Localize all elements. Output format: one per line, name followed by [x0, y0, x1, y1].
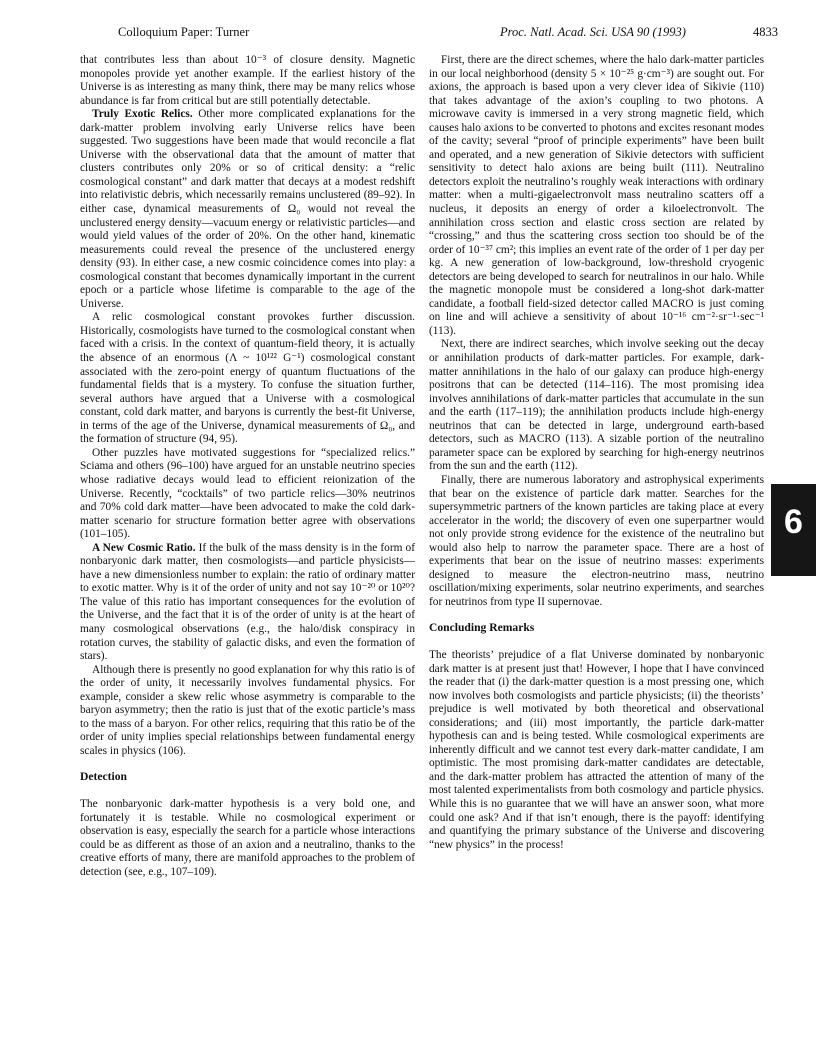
- left-column: [80, 54, 415, 879]
- exotic-relics-body: Other more complicated explanations for the dark-matter problem involving early Universe relics have been suggested. Two suggestions have been made that would reconcile a flat Universe with the observational data that the amount of matter that clusters contributes only 20% or so of critical density: a “relic cosmological constant” and dark matter that decays at a modest redshift into relativistic debris, which necessarily remains unclustered (89–92). In either case, dynamical measurements of Ω₀ would not reveal the unclustered energy density—vacuum energy or relativistic particles—and would yield values of the order of 20%. On the other hand, kinematic measurements could reveal the presence of the unclustered energy density (93). In either case, a new cosmic coincidence comes into play: a cosmological constant that becomes dynamically important in the current epoch or a particle whose lifetime is comparable to the age of the Universe.: [80, 108, 415, 310]
- page-header: [118, 25, 778, 45]
- paragraph-concluding: The theorists’ prejudice of a flat Universe dominated by nonbaryonic dark matter is at present just that! However, I hope that I have convinced the reader that (i) the dark-matter question is a most pressing one, which now involves both cosmologists and particle physicists; (ii) the theorists’ prejudice is well motivated by both theoretical and observational considerations; and (iii) most importantly, the particle dark-matter hypothesis can and is being tested. While cosmological experiments are inherently difficult and we cannot test every dark-matter candidate, I am optimistic. The most promising dark-matter candidates are detectable, and the dark-matter problem has attracted the attention of many of the most talented experimentalists from both cosmology and particle physics. While this is no guarantee that we will have an answer soon, what more could one ask? And if that isn’t enough, there is the payoff: identifying and quantifying the primary substance of the Universe and discovering “new physics” in the process!: [429, 648, 764, 851]
- page-number: 4833: [753, 25, 778, 39]
- paragraph-although: Although there is presently no good explanation for why this ratio is of the order of unity, it necessarily involves fundamental physics. For example, consider a skew relic whose asymmetry is comparable to the baryon asymmetry; then the ratio is just that of the exotic particle’s mass to the mass of a baryon. For other relics, requiring that this ratio be of the order of unity implies special relationships between fundamental energy scales in physics (106).: [80, 663, 415, 757]
- journal-citation: Proc. Natl. Acad. Sci. USA 90 (1993): [500, 25, 686, 39]
- paragraph-laboratory-experiments: Finally, there are numerous laboratory and astrophysical experiments that bear on the existence of particle dark matter. Searches for the supersymmetric partners of the known particles are taking place at every accelerator in the world; the discovery of even one superpartner would not only provide strong evidence for the existence of the neutralino but would also help to narrow the parameter space. There are a host of experiments that bear on the issue of neutrino masses: experiments designed to measure the electron-neutrino mass, neutrino oscillation/mixing experiments, solar neutrino experiments, and searches for neutrinos from type II supernovae.: [429, 473, 764, 608]
- cosmic-ratio-body: If the bulk of the mass density is in the form of nonbaryonic dark matter, then cosmologists—and particle physicists—have a new dimensionless number to explain: the ratio of ordinary matter to exotic matter. Why is it of the order of unity and not say 10⁻²⁰ or 10²⁰? The value of this ratio has important consequences for the evolution of the Universe, and the fact that it is of the order of unity is at the heart of many cosmological observations (e.g., the halo/disk conspiracy in rotation curves, the stability of galactic disks, and even the formation of stars).: [80, 541, 415, 663]
- paragraph-detection: The nonbaryonic dark-matter hypothesis is a very bold one, and fortunately it is testable. While no cosmological experiment or observation is easy, especially the search for a particle whose interactions could be as different as those of an axion and a neutralino, thanks to the creative efforts of many, there are manifold approaches to the problem of detection (see, e.g., 107–109).: [80, 797, 415, 878]
- paragraph-cosmic-ratio: [80, 542, 415, 664]
- running-title: Colloquium Paper: Turner: [118, 25, 250, 39]
- paragraph-intro: that contributes less than about 10⁻³ of closure density. Magnetic monopoles provide yet another example. If the earliest history of the Universe is as interesting as many think, there may be many relics whose abundance is far from critical but are still potentially detectable.: [80, 54, 415, 107]
- right-column: [429, 54, 764, 852]
- paragraph-indirect-searches: Next, there are indirect searches, which involve seeking out the decay or annihilation products of dark-matter particles. For example, dark-matter annihilations in the halo of our galaxy can produce high-energy positrons that can be detected (114–116). The most promising idea involves annihilations of dark-matter particles that accumulate in the sun and the earth (117–119); the annihilation products include high-energy neutrinos that can be detected in large, underground earth-based detectors, such as MACRO (113). A sizable portion of the neutralino parameter space can be explored by searching for high-energy neutrinos from the sun and the earth (112).: [429, 338, 764, 473]
- section-heading-detection: Detection: [80, 770, 127, 784]
- paragraph-relic-constant: A relic cosmological constant provokes further discussion. Historically, cosmologists have turned to the cosmological constant when faced with a crisis. In the context of quantum-field theory, it is actually the absence of an enormous (Λ ~ 10¹²² G⁻¹) cosmological constant associated with the zero-point energy of quantum fluctuations of the fundamental fields that is a mystery. To confuse the situation further, several authors have argued that a Universe with a cosmological constant, cold dark matter, and baryons is currently the best-fit Universe, in terms of the age of the Universe, dynamical measurements of Ω₀, and the formation of structure (94, 95).: [80, 311, 415, 446]
- section-heading-concluding-remarks: Concluding Remarks: [429, 621, 535, 635]
- runin-heading-exotic-relics: Truly Exotic Relics.: [92, 108, 193, 121]
- runin-heading-cosmic-ratio: A New Cosmic Ratio.: [92, 541, 196, 554]
- paragraph-exotic-relics: [80, 108, 415, 311]
- section-tab-number: 6: [784, 503, 803, 541]
- paragraph-direct-schemes: First, there are the direct schemes, where the halo dark-matter particles in our local neighborhood (density 5 × 10⁻²⁵ g·cm⁻³) are sought out. For axions, the approach is based upon a very clever idea of Sikivie (110) that takes advantage of the axion’s coupling to two photons. A microwave cavity is immersed in a very strong magnetic field, which causes halo axions to be converted to photons and excites resonant modes of the cavity; several “proof of principle experiments” have been built and operated, and a new generation of Sikivie detectors with sufficient sensitivity to detect halo axions are being built (111). Neutralino detectors exploit the neutralino’s roughly weak interactions with ordinary matter: when a multi-gigaelectronvolt mass neutralino scatters off a nucleus, it deposits an energy of order a kiloelectronvolt. The annihilation cross section and elastic cross section are related by “crossing,” and thus the scattering cross section too should be of the order of 10⁻³⁷ cm²; this implies an event rate of the order of 1 per day per kg. A new generation of low-background, low-threshold cryogenic detectors are being developed to search for neutralinos in our halo. While the magnetic monopole must be considered a long-shot dark-matter candidate, a football field-sized detector called MACRO is just coming on line and will achieve a sensitivity of about 10⁻¹⁶ cm⁻²·sr⁻¹·sec⁻¹ (113).: [429, 54, 764, 337]
- section-thumb-tab: [771, 484, 816, 576]
- paragraph-other-puzzles: Other puzzles have motivated suggestions for “specialized relics.” Sciama and others (96–100) have argued for an unstable neutrino species whose radiative decays would lead to efficient reionization of the Universe. Recently, “cocktails” of two particle relics—30% neutrinos and 70% cold dark matter—have been advocated to make the cold dark-matter scenario for structure formation better agree with observations (101–105).: [80, 446, 415, 541]
